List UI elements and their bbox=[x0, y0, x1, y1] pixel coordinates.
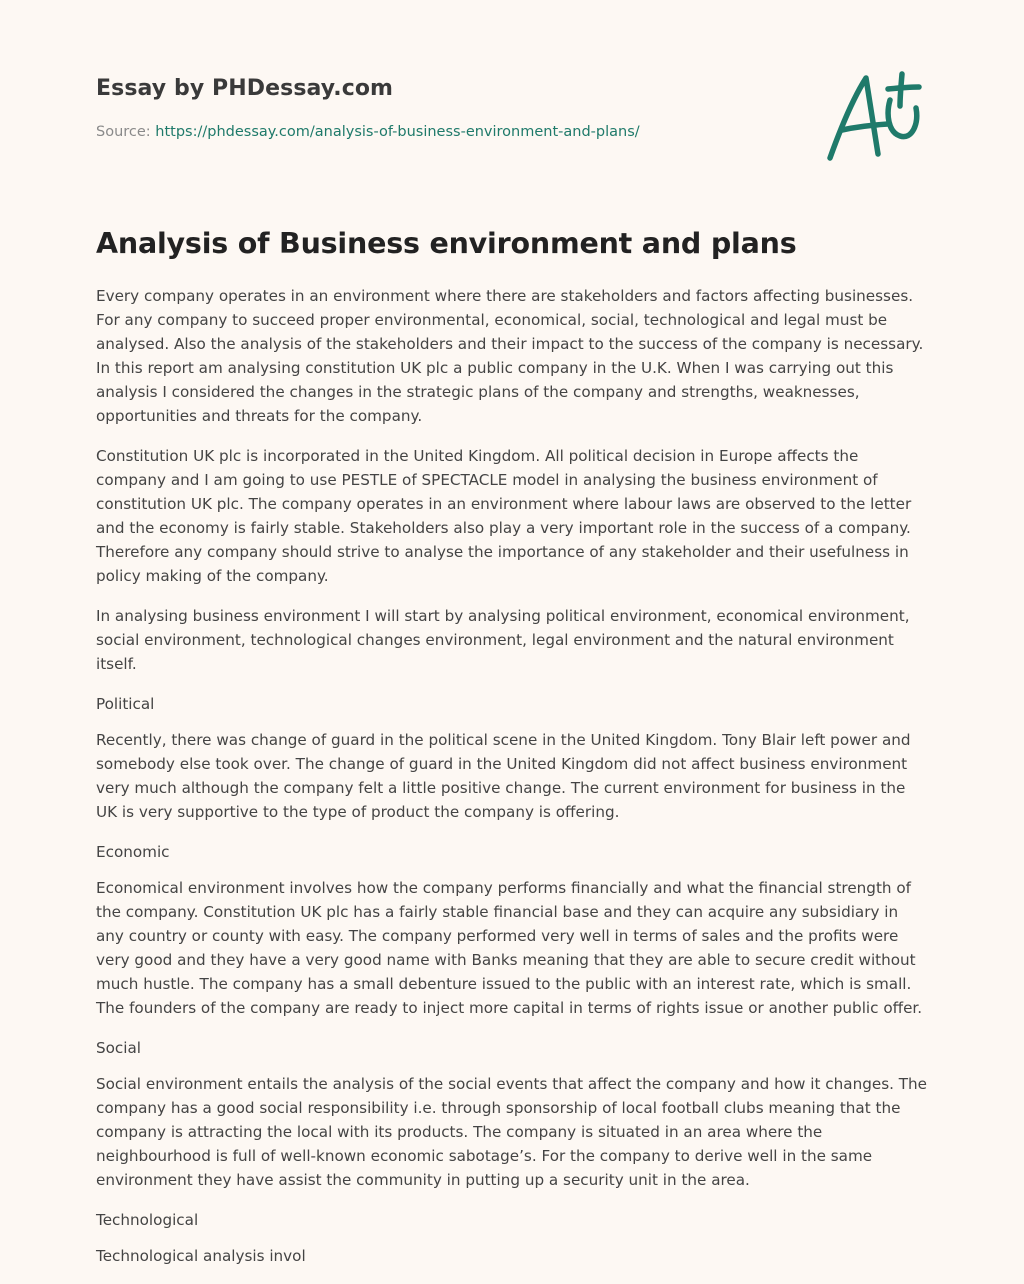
paragraph: Every company operates in an environment where there are stakeholders and factors affecting businesses. For any company to succeed proper environmental, economical, social, technological and legal must be analysed. Also the analysis of the stakeholders and their impact to the success of the company is necessary. In this report am analysing constitution UK plc a public company in the U.K. When I was carrying out this analysis I considered the changes in the strategic plans of the company and strengths, weaknesses, opportunities and threats for the company. bbox=[96, 287, 924, 425]
essay-body bbox=[96, 284, 930, 1284]
paragraph: Recently, there was change of guard in the political scene in the United Kingdom. Tony Blair left power and somebody else took over. The change of guard in the United Kingdom did not affect business environment very much although the company felt a little positive change. The current environment for business in the UK is very supportive to the type of product the company is offering. bbox=[96, 731, 911, 821]
section-heading-political: Political bbox=[96, 695, 155, 713]
paragraph: Constitution UK plc is incorporated in the United Kingdom. All political decision in Europe affects the company and I am going to use PESTLE of SPECTACLE model in analysing the business environment of constitution UK plc. The company operates in an environment where labour laws are observed to the letter and the economy is fairly stable. Stakeholders also play a very important role in the success of a company. Therefore any company should strive to analyse the importance of any stakeholder and their usefulness in policy making of the company. bbox=[96, 447, 912, 585]
source-link[interactable]: https://phdessay.com/analysis-of-business-environment-and-plans/ bbox=[155, 124, 640, 140]
site-brand: Essay by PHDessay.com bbox=[96, 76, 394, 101]
source-line bbox=[96, 124, 640, 140]
a-plus-logo-icon bbox=[820, 66, 930, 166]
section-heading-economic: Economic bbox=[96, 843, 170, 861]
paragraph: Social environment entails the analysis of the social events that affect the company and how it changes. The company has a good social responsibility i.e. through sponsorship of local football clubs meaning that the company is attracting the local with its products. The company is situated in an area where the neighbourhood is full of well-known economic sabotage’s. For the company to derive well in the same environment they have assist the community in putting up a security unit in the area. bbox=[96, 1075, 928, 1189]
section-heading-technological: Technological bbox=[96, 1211, 199, 1229]
paragraph: Economical environment involves how the company performs financially and what the financial strength of the company. Constitution UK plc has a fairly stable financial base and they can acquire any subsidiary in any country or county with easy. The company performed very well in terms of sales and the profits were very good and they have a very good name with Banks meaning that they are able to secure credit without much hustle. The company has a small debenture issued to the public with an interest rate, which is small. The founders of the company are ready to inject more capital in terms of rights issue or another public offer. bbox=[96, 879, 923, 1017]
paragraph: In analysing business environment I will start by analysing political environment, economical environment, social environment, technological changes environment, legal environment and the natural environment itself. bbox=[96, 607, 910, 673]
paragraph-truncated: Technological analysis invol bbox=[96, 1247, 306, 1265]
essay-title: Analysis of Business environment and plans bbox=[96, 227, 797, 260]
source-label: Source: bbox=[96, 124, 156, 140]
section-heading-social: Social bbox=[96, 1039, 142, 1057]
